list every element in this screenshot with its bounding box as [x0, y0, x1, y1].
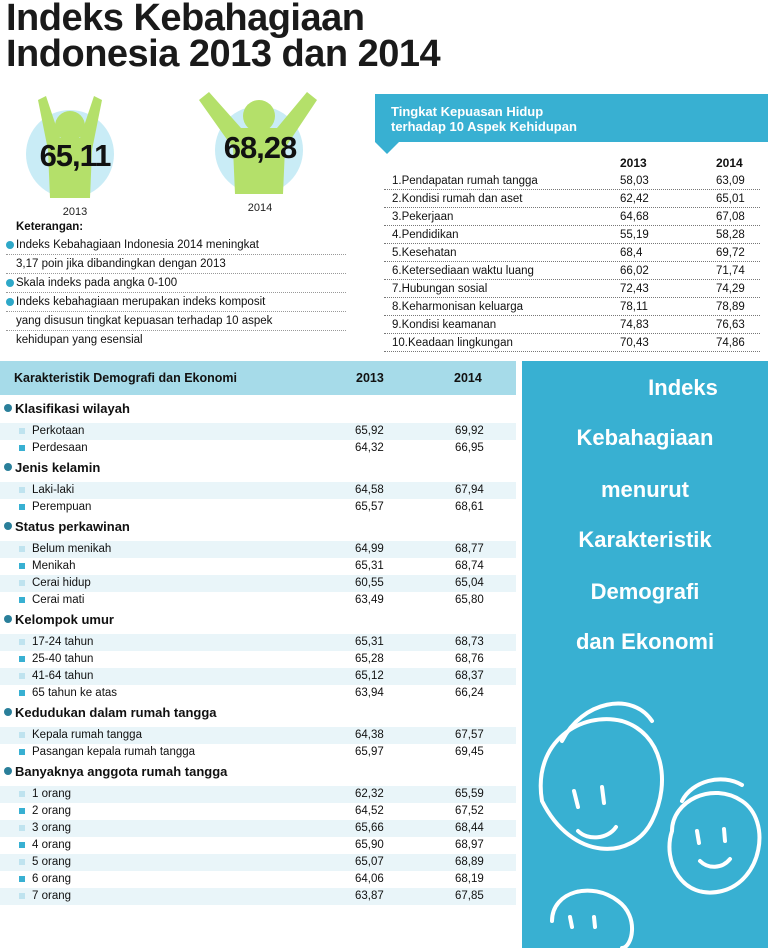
square-bullet-icon: [19, 656, 25, 662]
figure-value-2014: 68,28: [223, 130, 297, 165]
figure-year-2014: 2014: [247, 202, 273, 214]
panel-line-2: Kebahagiaan: [576, 425, 714, 450]
demographic-row-2014: 68,37: [455, 670, 484, 682]
demographic-row-2014: 68,73: [455, 636, 484, 648]
demographic-row-2014: 68,97: [455, 839, 484, 851]
demographic-category-label: Banyaknya anggota rumah tangga: [15, 764, 228, 779]
panel-line-1: Indeks: [648, 375, 718, 400]
square-bullet-icon: [19, 842, 25, 848]
satisfaction-row: [384, 316, 760, 334]
demographic-row: [0, 499, 516, 516]
demographic-row-label: 5 orang: [32, 856, 72, 868]
satisfaction-row: [384, 172, 760, 190]
satisfaction-row-2013: 72,43: [620, 283, 649, 295]
demographic-row: [0, 423, 516, 440]
figure-2014: [195, 86, 325, 214]
legend-heading: Keterangan:: [16, 221, 84, 233]
satisfaction-row-2013: 74,83: [620, 319, 649, 331]
demographic-row-2013: 65,28: [355, 653, 384, 665]
square-bullet-icon: [19, 876, 25, 882]
demographic-row-label: 41-64 tahun: [32, 670, 94, 682]
bullet-icon: [4, 615, 12, 623]
satisfaction-row: [384, 190, 760, 208]
legend: [6, 218, 346, 349]
demographic-row: [0, 837, 516, 854]
demographic-row-label: 3 orang: [32, 822, 72, 834]
square-bullet-icon: [19, 732, 25, 738]
demographic-row-label: Belum menikah: [32, 543, 112, 555]
title-line-1: Indeks Kebahagiaan: [6, 0, 365, 39]
square-bullet-icon: [19, 639, 25, 645]
satisfaction-row: [384, 298, 760, 316]
figure-year-2013: 2013: [62, 206, 88, 218]
demographic-row: [0, 820, 516, 837]
satisfaction-title: [375, 94, 768, 142]
satisfaction-row-label: 7.Hubungan sosial: [392, 283, 488, 295]
demographic-col-2013: 2013: [356, 371, 384, 385]
demographic-row: [0, 871, 516, 888]
demographic-category: [0, 398, 516, 419]
satisfaction-row-2014: 58,28: [716, 229, 745, 241]
demographic-row-2014: 65,80: [455, 594, 484, 606]
demographic-row-label: Kepala rumah tangga: [32, 729, 142, 741]
satisfaction-row: [384, 280, 760, 298]
demographic-row-label: 2 orang: [32, 805, 72, 817]
demographic-row-2014: 67,57: [455, 729, 484, 741]
demographic-row-2013: 63,94: [355, 687, 384, 699]
satisfaction-row-2013: 78,11: [620, 301, 648, 313]
satisfaction-rows: [384, 172, 760, 352]
satisfaction-row-2014: 69,72: [716, 247, 745, 259]
demographic-row-2013: 65,90: [355, 839, 384, 851]
satisfaction-row-2014: 78,89: [716, 301, 745, 313]
square-bullet-icon: [19, 597, 25, 603]
demographic-category: [0, 702, 516, 723]
demographic-row-label: 4 orang: [32, 839, 72, 851]
square-bullet-icon: [19, 428, 25, 434]
satisfaction-row-2014: 63,09: [716, 175, 745, 187]
satisfaction-row-2013: 58,03: [620, 175, 649, 187]
demographic-header: [0, 361, 516, 395]
demographic-row-2014: 69,45: [455, 746, 484, 758]
satisfaction-title-line-2: terhadap 10 Aspek Kehidupan: [391, 119, 577, 134]
demographic-row-label: Laki-laki: [32, 484, 75, 496]
demographic-row-2013: 65,31: [355, 560, 384, 572]
demographic-row: [0, 803, 516, 820]
demographic-category: [0, 761, 516, 782]
demographic-row-2013: 64,58: [355, 484, 384, 496]
satisfaction-row-label: 5.Kesehatan: [392, 247, 457, 259]
satisfaction-row-2013: 70,43: [620, 337, 649, 349]
satisfaction-row-2014: 71,74: [716, 265, 745, 277]
legend-item-3: Indeks kebahagiaan merupakan indeks komposit: [6, 293, 346, 312]
satisfaction-col-2013: 2013: [620, 156, 647, 170]
panel-line-4: Karakteristik: [578, 527, 712, 552]
demographic-row: [0, 854, 516, 871]
square-bullet-icon: [19, 445, 25, 451]
demographic-row-2013: 64,99: [355, 543, 384, 555]
satisfaction-row-label: 8.Keharmonisan keluarga: [392, 301, 524, 313]
satisfaction-row-2013: 62,42: [620, 193, 649, 205]
demographic-row: [0, 634, 516, 651]
demographic-col-2014: 2014: [454, 371, 482, 385]
satisfaction-row-label: 10.Keadaan lingkungan: [392, 337, 513, 349]
satisfaction-row-2013: 55,19: [620, 229, 649, 241]
demographic-row-2013: 64,52: [355, 805, 384, 817]
demographic-row-2014: 68,61: [455, 501, 484, 513]
demographic-row-2013: 65,92: [355, 425, 384, 437]
demographic-row-label: Perkotaan: [32, 425, 85, 437]
demographic-row-2014: 68,89: [455, 856, 484, 868]
demographic-row-2013: 65,66: [355, 822, 384, 834]
satisfaction-row-label: 3.Pekerjaan: [392, 211, 454, 223]
demographic-row-2014: 66,95: [455, 442, 484, 454]
satisfaction-row: [384, 208, 760, 226]
satisfaction-row-2014: 65,01: [716, 193, 745, 205]
demographic-row: [0, 888, 516, 905]
satisfaction-title-line-1: Tingkat Kepuasan Hidup: [391, 104, 544, 119]
square-bullet-icon: [19, 690, 25, 696]
demographic-row-label: 65 tahun ke atas: [32, 687, 118, 699]
demographic-row-label: Menikah: [32, 560, 76, 572]
figure-2013: [10, 90, 140, 218]
square-bullet-icon: [19, 791, 25, 797]
demographic-row-2013: 65,07: [355, 856, 384, 868]
square-bullet-icon: [19, 487, 25, 493]
demographic-row-2013: 63,49: [355, 594, 384, 606]
square-bullet-icon: [19, 563, 25, 569]
square-bullet-icon: [19, 580, 25, 586]
legend-item-3-cont: yang disusun tingkat kepuasan terhadap 10 aspek: [6, 312, 346, 331]
satisfaction-year-header: [384, 152, 760, 172]
figure-value-2013: 65,11: [39, 138, 111, 173]
demographic-row-label: Pasangan kepala rumah tangga: [32, 746, 196, 758]
demographic-row-2014: 68,76: [455, 653, 484, 665]
demographic-category-label: Kelompok umur: [15, 612, 114, 627]
demographic-table: [0, 398, 516, 905]
demographic-row-label: 17-24 tahun: [32, 636, 94, 648]
square-bullet-icon: [19, 859, 25, 865]
demographic-row: [0, 440, 516, 457]
satisfaction-row: [384, 262, 760, 280]
demographic-row-2013: 64,32: [355, 442, 384, 454]
demographic-row-2014: 66,24: [455, 687, 484, 699]
demographic-row-2013: 64,38: [355, 729, 384, 741]
satisfaction-row-2014: 74,29: [716, 283, 745, 295]
panel-line-3: menurut: [601, 477, 689, 502]
demographic-row: [0, 685, 516, 702]
demographic-category-label: Status perkawinan: [15, 519, 130, 534]
demographic-row: [0, 651, 516, 668]
satisfaction-row-label: 1.Pendapatan rumah tangga: [392, 175, 538, 187]
satisfaction-row: [384, 244, 760, 262]
demographic-row-2014: 69,92: [455, 425, 484, 437]
demographic-row-2014: 68,77: [455, 543, 484, 555]
square-bullet-icon: [19, 504, 25, 510]
square-bullet-icon: [19, 808, 25, 814]
demographic-row: [0, 727, 516, 744]
demographic-row-2014: 68,44: [455, 822, 484, 834]
square-bullet-icon: [19, 546, 25, 552]
demographic-category-label: Jenis kelamin: [15, 460, 101, 475]
satisfaction-row: [384, 334, 760, 352]
demographic-row-label: Cerai mati: [32, 594, 85, 606]
square-bullet-icon: [19, 673, 25, 679]
legend-item-1: Indeks Kebahagiaan Indonesia 2014 meningkat: [6, 236, 346, 255]
demographic-row-label: 6 orang: [32, 873, 72, 885]
demographic-category: [0, 609, 516, 630]
demographic-row-2013: 65,31: [355, 636, 384, 648]
demographic-row-2014: 67,85: [455, 890, 484, 902]
demographic-row: [0, 786, 516, 803]
demographic-category: [0, 516, 516, 537]
demographic-category: [0, 457, 516, 478]
satisfaction-row-label: 9.Kondisi keamanan: [392, 319, 497, 331]
satisfaction-col-2014: 2014: [716, 156, 743, 170]
satisfaction-row-label: 4.Pendidikan: [392, 229, 459, 241]
demographic-row: [0, 744, 516, 761]
demographic-header-label: Karakteristik Demografi dan Ekonomi: [14, 371, 237, 385]
demographic-category-label: Klasifikasi wilayah: [15, 401, 130, 416]
square-bullet-icon: [19, 749, 25, 755]
panel-line-6: dan Ekonomi: [575, 629, 715, 654]
demographic-row-2014: 65,04: [455, 577, 484, 589]
satisfaction-row-label: 6.Ketersediaan waktu luang: [392, 265, 534, 277]
satisfaction-row-2014: 76,63: [716, 319, 745, 331]
demographic-row: [0, 668, 516, 685]
demographic-row-2014: 65,59: [455, 788, 484, 800]
demographic-row-2013: 65,12: [355, 670, 384, 682]
demographic-row-2013: 60,55: [355, 577, 384, 589]
demographic-row: [0, 575, 516, 592]
demographic-row-label: 7 orang: [32, 890, 72, 902]
demographic-category-label: Kedudukan dalam rumah tangga: [15, 705, 217, 720]
legend-item-1-cont: 3,17 poin jika dibandingkan dengan 2013: [6, 255, 346, 274]
demographic-row-2013: 64,06: [355, 873, 384, 885]
bullet-icon: [4, 404, 12, 412]
square-bullet-icon: [19, 893, 25, 899]
panel-line-5: Demografi: [590, 579, 700, 604]
demographic-row: [0, 558, 516, 575]
legend-item-3-cont-2: kehidupan yang esensial: [16, 334, 143, 346]
satisfaction-row-2013: 66,02: [620, 265, 649, 277]
demographic-row-label: Perempuan: [32, 501, 92, 513]
demographic-row-2014: 67,94: [455, 484, 484, 496]
demographic-row: [0, 541, 516, 558]
page-title: [6, 0, 441, 75]
satisfaction-table: [384, 152, 760, 352]
satisfaction-row-2014: 67,08: [716, 211, 745, 223]
bullet-icon: [4, 767, 12, 775]
demographic-row-2014: 67,52: [455, 805, 484, 817]
demographic-row-label: 1 orang: [32, 788, 72, 800]
demographic-row-label: Perdesaan: [32, 442, 88, 454]
demographic-row-2013: 62,32: [355, 788, 384, 800]
title-line-2: Indonesia 2013 dan 2014: [6, 33, 441, 75]
bullet-icon: [4, 708, 12, 716]
satisfaction-row-2013: 64,68: [620, 211, 649, 223]
bullet-icon: [4, 463, 12, 471]
demographic-row-2013: 65,97: [355, 746, 384, 758]
legend-item-2: Skala indeks pada angka 0-100: [6, 274, 346, 293]
demographic-row-2013: 65,57: [355, 501, 384, 513]
satisfaction-row-2013: 68,4: [620, 247, 643, 259]
demographic-row-label: Cerai hidup: [32, 577, 91, 589]
demographic-row: [0, 592, 516, 609]
demographic-row: [0, 482, 516, 499]
bullet-icon: [4, 522, 12, 530]
demographic-row-2013: 63,87: [355, 890, 384, 902]
satisfaction-row-label: 2.Kondisi rumah dan aset: [392, 193, 523, 205]
square-bullet-icon: [19, 825, 25, 831]
demographic-row-2014: 68,74: [455, 560, 484, 572]
demographic-row-label: 25-40 tahun: [32, 653, 94, 665]
satisfaction-row: [384, 226, 760, 244]
satisfaction-row-2014: 74,86: [716, 337, 745, 349]
demographic-row-2014: 68,19: [455, 873, 484, 885]
info-panel: [522, 361, 768, 948]
